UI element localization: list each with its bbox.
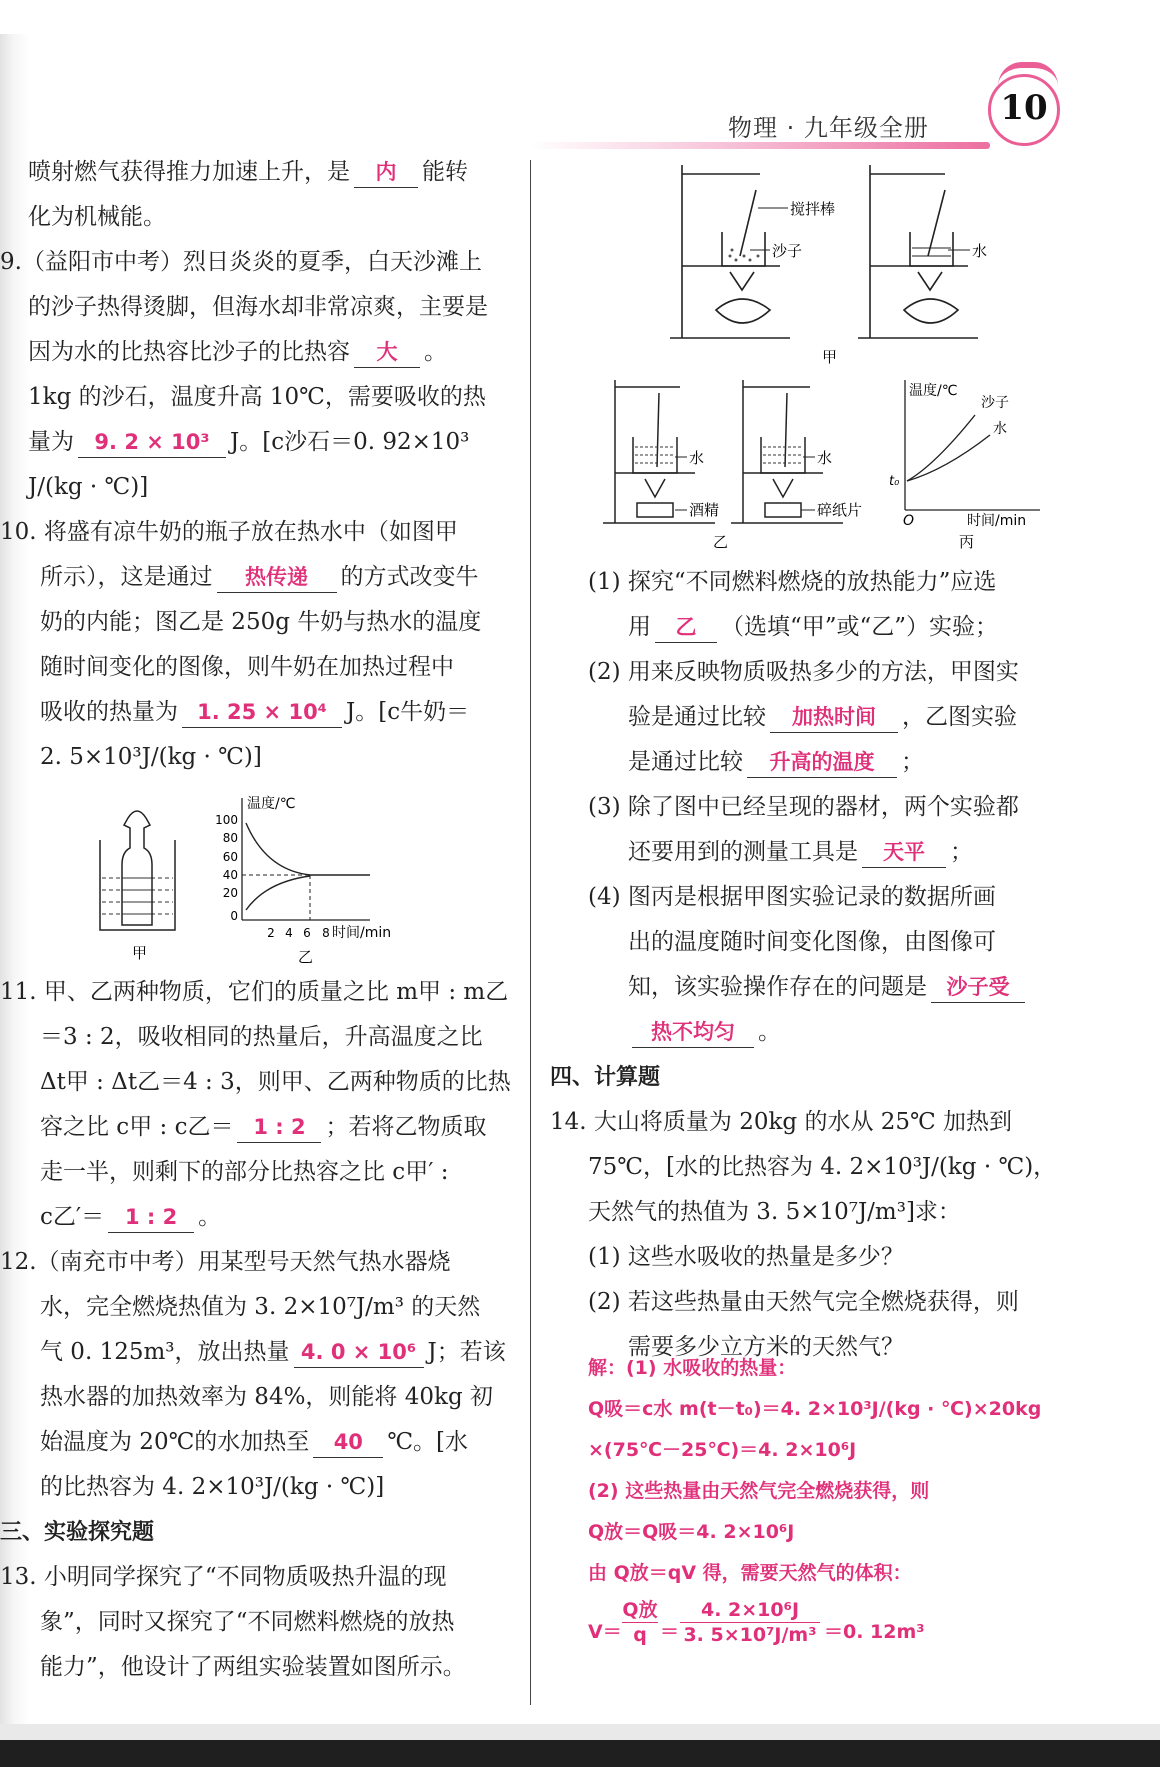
text-line bbox=[0, 465, 520, 510]
text-line bbox=[550, 1280, 1070, 1325]
text-line bbox=[0, 735, 520, 780]
text-line bbox=[550, 740, 1070, 785]
text-line bbox=[550, 965, 1070, 1010]
label-water-top: 水 bbox=[972, 242, 988, 260]
answer-blank: 加热时间 bbox=[770, 702, 898, 733]
line-text: Δt甲 : Δt乙＝4 : 3，则甲、乙两种物质的比热 bbox=[40, 1069, 511, 1095]
line-text: 9.（益阳市中考）烈日炎炎的夏季，白天沙滩上 bbox=[0, 249, 482, 275]
text-line bbox=[550, 1145, 1070, 1190]
frac1-den: q bbox=[633, 1624, 647, 1646]
line-text: 需要多少立方米的天然气？ bbox=[628, 1334, 904, 1360]
text-line bbox=[550, 830, 1070, 875]
text-line bbox=[550, 920, 1070, 965]
text-line bbox=[0, 555, 520, 600]
header-title: 物理 · 九年级全册 bbox=[728, 114, 929, 142]
text-line bbox=[550, 1235, 1070, 1280]
answer-blank: 1 : 2 bbox=[108, 1202, 194, 1233]
bing-water: 水 bbox=[993, 421, 1007, 437]
line-text: 10. 将盛有凉牛奶的瓶子放在热水中（如图甲 bbox=[0, 519, 458, 545]
answer-blank: 乙 bbox=[655, 612, 717, 643]
line-text: 验是通过比较 bbox=[628, 704, 766, 730]
caption-bing: 丙 bbox=[959, 533, 975, 551]
xtick-2: 2 bbox=[267, 926, 275, 940]
line-text: (3) 除了图中已经呈现的器材，两个实验都 bbox=[588, 794, 1019, 820]
line-text: ＝3 : 2，吸收相同的热量后，升高温度之比 bbox=[40, 1024, 483, 1050]
frac2-den: 3. 5×10⁷J/m³ bbox=[683, 1624, 817, 1646]
line-text: (1) 这些水吸收的热量是多少？ bbox=[588, 1244, 904, 1270]
text-line bbox=[0, 510, 520, 555]
line-text: c乙′＝ bbox=[40, 1204, 105, 1230]
label-stir: 搅拌棒 bbox=[790, 200, 836, 218]
formula-frac2 bbox=[680, 1598, 820, 1647]
solution-line: 解：(1) 水吸收的热量： bbox=[588, 1357, 797, 1379]
frac1-num: Q放 bbox=[622, 1599, 658, 1621]
line-text: 因为水的比热容比沙子的比热容 bbox=[28, 339, 350, 365]
formula-eq: ＝ bbox=[660, 1621, 680, 1643]
text-line bbox=[550, 1100, 1070, 1145]
text-line bbox=[0, 600, 520, 645]
xtick-8: 8 bbox=[322, 926, 330, 940]
line-text: 的沙子热得烫脚，但海水却非常凉爽，主要是 bbox=[28, 294, 488, 320]
formula-lhs: V＝ bbox=[588, 1621, 622, 1643]
text-line bbox=[0, 1420, 520, 1465]
solution-line: Q放＝Q吸＝4. 2×10⁶J bbox=[588, 1521, 795, 1543]
section-heading bbox=[0, 1510, 520, 1555]
line-text-after: 。 bbox=[424, 339, 447, 365]
header-line bbox=[530, 142, 990, 149]
solution-line: ×(75℃－25℃)＝4. 2×10⁶J bbox=[588, 1439, 857, 1461]
line-text: 所示），这是通过 bbox=[40, 564, 213, 590]
line-text: 13. 小明同学探究了“不同物质吸热升温的现 bbox=[0, 1564, 447, 1590]
line-text: (1) 探究“不同燃料燃烧的放热能力”应选 bbox=[588, 569, 997, 595]
apparatus-figure-jia bbox=[670, 160, 990, 370]
line-text: 11. 甲、乙两种物质，它们的质量之比 m甲 : m乙 bbox=[0, 979, 509, 1005]
left-column-part1 bbox=[0, 150, 520, 780]
text-line bbox=[550, 875, 1070, 920]
text-line bbox=[550, 1190, 1070, 1235]
text-line bbox=[550, 605, 1070, 650]
milk-fig-yi: 乙 bbox=[298, 948, 314, 966]
milk-fig-ylabel: 温度/℃ bbox=[247, 796, 296, 812]
answer-blank: 升高的温度 bbox=[747, 747, 897, 778]
line-text-after: 能转 bbox=[422, 159, 468, 185]
answer-blank: 9. 2 × 10³ bbox=[78, 427, 226, 458]
xtick-6: 6 bbox=[303, 926, 311, 940]
solution-lines bbox=[588, 1348, 1088, 1594]
line-text-after: （选填“甲”或“乙”）实验； bbox=[721, 614, 999, 640]
page-number-badge bbox=[988, 62, 1058, 146]
column-divider bbox=[530, 160, 531, 1705]
top-bar bbox=[0, 0, 1160, 34]
line-text: 能力”，他设计了两组实验装置如图所示。 bbox=[40, 1654, 466, 1680]
left-column-part2 bbox=[0, 970, 520, 1690]
text-line bbox=[550, 650, 1070, 695]
answer-blank: 热传递 bbox=[217, 562, 337, 593]
text-line bbox=[0, 1105, 520, 1150]
label-alcohol: 酒精 bbox=[689, 501, 720, 519]
line-text: 知，该实验操作存在的问题是 bbox=[628, 974, 927, 1000]
formula-result: ＝0. 12m³ bbox=[824, 1621, 925, 1643]
solution-line: Q吸＝c水 m(t－t₀)＝4. 2×10³J/(kg · ℃)×20kg bbox=[588, 1398, 1042, 1420]
answer-blank: 大 bbox=[354, 337, 420, 368]
line-text: 的比热容为 4. 2×10³J/(kg · ℃)] bbox=[40, 1474, 385, 1500]
line-text: 1kg 的沙石，温度升高 10℃，需要吸收的热 bbox=[28, 384, 486, 410]
text-line bbox=[0, 1195, 520, 1240]
page-number: 10 bbox=[1000, 88, 1048, 128]
line-text: 还要用到的测量工具是 bbox=[628, 839, 858, 865]
text-line bbox=[0, 1150, 520, 1195]
milk-figure bbox=[80, 790, 480, 970]
text-line bbox=[0, 690, 520, 735]
line-text-after: 。 bbox=[198, 1204, 222, 1230]
text-line bbox=[0, 195, 520, 240]
solution-formula bbox=[588, 1598, 1088, 1658]
text-line bbox=[0, 375, 520, 420]
line-text-after: J；若该 bbox=[427, 1339, 506, 1365]
text-line bbox=[0, 240, 520, 285]
line-text-after: J。[c牛奶＝ bbox=[346, 699, 470, 725]
text-line bbox=[0, 420, 520, 465]
text-line bbox=[550, 560, 1070, 605]
line-text: 吸收的热量为 bbox=[40, 699, 178, 725]
line-text-after: ，乙图实验 bbox=[902, 704, 1017, 730]
bing-sand: 沙子 bbox=[981, 395, 1009, 411]
line-text: 始温度为 20℃的水加热至 bbox=[40, 1429, 310, 1455]
ytick-0: 0 bbox=[230, 909, 238, 923]
line-text: (4) 图丙是根据甲图实验记录的数据所画 bbox=[588, 884, 996, 910]
text-line bbox=[0, 1060, 520, 1105]
line-text: 化为机械能。 bbox=[28, 204, 166, 230]
line-text: 天然气的热值为 3. 5×10⁷J/m³]求： bbox=[588, 1199, 961, 1225]
text-line bbox=[0, 1600, 520, 1645]
solution-line: 由 Q放＝qV 得，需要天然气的体积： bbox=[588, 1562, 912, 1584]
text-line bbox=[0, 1465, 520, 1510]
line-text-after: ；若将乙物质取 bbox=[325, 1114, 487, 1140]
bing-xlabel: 时间/min bbox=[967, 513, 1027, 529]
bing-t0: t₀ bbox=[889, 474, 900, 489]
text-line bbox=[0, 970, 520, 1015]
bing-origin: O bbox=[903, 513, 915, 529]
answer-blank: 热不均匀 bbox=[632, 1017, 754, 1048]
bottom-bar bbox=[0, 1740, 1160, 1767]
label-sand: 沙子 bbox=[772, 242, 803, 260]
answer-blank: 1 : 2 bbox=[237, 1112, 321, 1143]
label-water-yi1: 水 bbox=[689, 449, 705, 467]
formula-frac1 bbox=[622, 1598, 658, 1647]
line-text: 是通过比较 bbox=[628, 749, 743, 775]
line-text-after: ℃。[水 bbox=[387, 1429, 469, 1455]
text-line bbox=[0, 1330, 520, 1375]
xtick-4: 4 bbox=[285, 926, 293, 940]
answer-blank: 天平 bbox=[862, 837, 946, 868]
line-text: 走一半，则剩下的部分比热容之比 c甲′ : bbox=[40, 1159, 449, 1185]
line-text: 用 bbox=[628, 614, 651, 640]
answer-blank: 40 bbox=[313, 1427, 383, 1458]
line-text: 容之比 c甲 : c乙＝ bbox=[40, 1114, 234, 1140]
line-text: 2. 5×10³J/(kg · ℃)] bbox=[40, 744, 262, 770]
line-text: 奶的内能；图乙是 250g 牛奶与热水的温度 bbox=[40, 609, 482, 635]
text-line bbox=[0, 1645, 520, 1690]
text-line bbox=[0, 645, 520, 690]
line-text: 出的温度随时间变化图像，由图像可 bbox=[628, 929, 996, 955]
answer-blank: 内 bbox=[354, 157, 418, 188]
ytick-80: 80 bbox=[222, 831, 238, 845]
line-text-after: ； bbox=[901, 749, 924, 775]
line-text: 热水器的加热效率为 84%，则能将 40kg 初 bbox=[40, 1384, 493, 1410]
line-text-after: 。 bbox=[758, 1019, 781, 1045]
milk-figure-svg bbox=[80, 790, 480, 970]
text-line bbox=[0, 1555, 520, 1600]
line-text: 随时间变化的图像，则牛奶在加热过程中 bbox=[40, 654, 454, 680]
text-line bbox=[0, 1285, 520, 1330]
line-text-after: ； bbox=[950, 839, 973, 865]
text-line bbox=[0, 1240, 520, 1285]
answer-blank: 沙子受 bbox=[931, 972, 1025, 1003]
right-column bbox=[550, 560, 1070, 1370]
answer-blank: 4. 0 × 10⁶ bbox=[294, 1337, 424, 1368]
label-paper: 碎纸片 bbox=[817, 501, 863, 519]
milk-fig-xlabel: 时间/min bbox=[332, 925, 392, 941]
text-line bbox=[0, 330, 520, 375]
text-line bbox=[0, 150, 520, 195]
text-line bbox=[550, 1010, 1070, 1055]
caption-yi: 乙 bbox=[713, 533, 729, 551]
line-text-after: 的方式改变牛 bbox=[340, 564, 479, 590]
line-text: 喷射燃气获得推力加速上升，是 bbox=[28, 159, 350, 185]
apparatus-yi-bing-svg bbox=[595, 375, 1070, 560]
milk-fig-jia: 甲 bbox=[132, 944, 148, 962]
text-line bbox=[0, 285, 520, 330]
line-text: 气 0. 125m³，放出热量 bbox=[40, 1339, 290, 1365]
bing-ylabel: 温度/℃ bbox=[909, 383, 958, 399]
ytick-40: 40 bbox=[222, 868, 238, 882]
line-text: 12.（南充市中考）用某型号天然气热水器烧 bbox=[0, 1249, 451, 1275]
text-line bbox=[0, 1375, 520, 1420]
solution-line: (2) 这些热量由天然气完全燃烧获得，则 bbox=[588, 1480, 930, 1502]
line-text: 14. 大山将质量为 20kg 的水从 25℃ 加热到 bbox=[550, 1109, 1013, 1135]
apparatus-figure-yi-bing bbox=[595, 375, 1070, 560]
ytick-20: 20 bbox=[222, 886, 238, 900]
line-text: (2) 用来反映物质吸热多少的方法，甲图实 bbox=[588, 659, 1019, 685]
text-line bbox=[550, 785, 1070, 830]
line-text: (2) 若这些热量由天然气完全燃烧获得，则 bbox=[588, 1289, 1019, 1315]
text-line bbox=[550, 695, 1070, 740]
text-line bbox=[0, 1015, 520, 1060]
line-text: 水，完全燃烧热值为 3. 2×10⁷J/m³ 的天然 bbox=[40, 1294, 481, 1320]
line-text: 75℃，[水的比热容为 4. 2×10³J/(kg · ℃)， bbox=[588, 1154, 1057, 1180]
line-text: 三、实验探究题 bbox=[0, 1520, 155, 1545]
apparatus-jia-svg bbox=[670, 160, 990, 370]
answer-blank: 1. 25 × 10⁴ bbox=[182, 697, 342, 728]
solution-block bbox=[588, 1348, 1088, 1658]
frac2-num: 4. 2×10⁶J bbox=[680, 1598, 820, 1623]
caption-jia: 甲 bbox=[822, 348, 838, 366]
label-water-yi2: 水 bbox=[817, 449, 833, 467]
ytick-60: 60 bbox=[222, 850, 238, 864]
section-heading bbox=[550, 1055, 1070, 1100]
ytick-100: 100 bbox=[215, 813, 238, 827]
line-text: 四、计算题 bbox=[550, 1065, 661, 1090]
line-text: 象”，同时又探究了“不同燃料燃烧的放热 bbox=[40, 1609, 455, 1635]
line-text: 量为 bbox=[28, 429, 74, 455]
line-text-after: J。[c沙石＝0. 92×10³ bbox=[230, 429, 470, 455]
line-text: J/(kg · ℃)] bbox=[28, 474, 149, 500]
bottom-gap bbox=[0, 1724, 1160, 1740]
